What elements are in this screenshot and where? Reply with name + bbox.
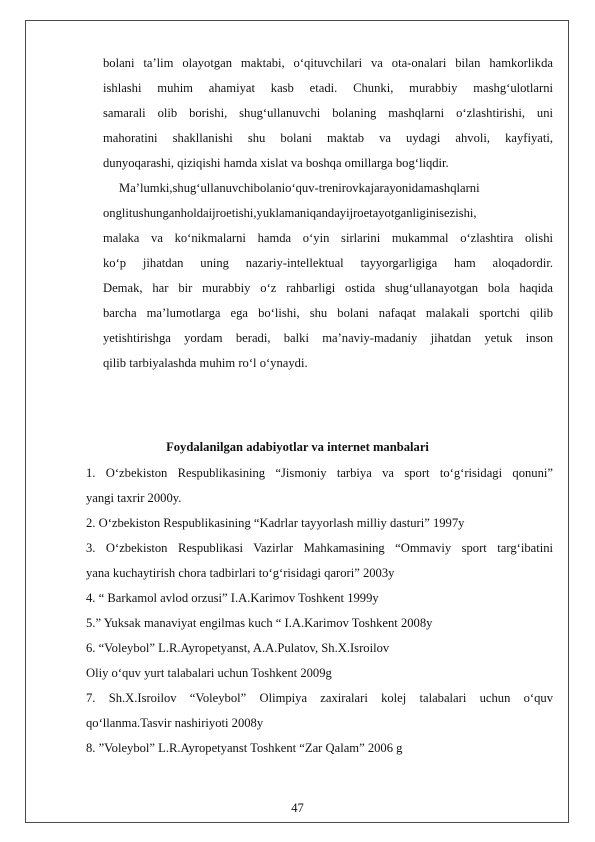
references-heading: Foydalanilgan adabiyotlar va internet manbalari — [166, 440, 429, 454]
body-text-line: dunyoqarashi, qiziqishi hamda xislat va boshqa omillarga bog‘liqdir. — [103, 156, 449, 170]
body-text-line: Ma’lumki,shug‘ullanuvchibolanio‘quv-trenirovkajarayonidamashqlarni — [119, 181, 480, 195]
body-text-line: qilib tarbiyalashda muhim ro‘l o‘ynaydi. — [103, 356, 308, 370]
body-text-line: yetishtirishga yordam beradi, balki ma’naviy-madaniy jihatdan yetuk inson — [103, 331, 553, 345]
reference-item: yana kuchaytirish chora tadbirlari to‘g‘risidagi qarori” 2003y — [86, 566, 395, 580]
reference-item: 1. O‘zbekiston Respublikasining “Jismoniy tarbiya va sport to‘g‘risidagi qonuni” — [86, 466, 553, 480]
reference-item: 8. ”Voleybol” L.R.Ayropetyanst Toshkent “Zar Qalam” 2006 g — [86, 741, 403, 755]
reference-item: 3. O‘zbekiston Respublikasi Vazirlar Mahkamasining “Ommaviy sport targ‘ibatini — [86, 541, 553, 555]
reference-item: Oliy o‘quv yurt talabalari uchun Toshkent 2009g — [86, 666, 332, 680]
body-text-line: onglitushunganholdaijroetishi,yuklamaniqandayijroetayotganliginisezishi, — [103, 206, 477, 220]
reference-item: 5.” Yuksak manaviyat engilmas kuch “ I.A.Karimov Toshkent 2008y — [86, 616, 433, 630]
body-text-line: Demak, har bir murabbiy o‘z rahbarligi ostida shug‘ullanayotgan bola haqida — [103, 281, 553, 295]
body-text-line: samarali olib borishi, shug‘ullanuvchi bolaning mashqlarni o‘zlashtirishi, uni — [103, 106, 553, 120]
reference-item: qo‘llanma.Tasvir nashiriyoti 2008y — [86, 716, 264, 730]
body-text-line: barcha ma’lumotlarga ega bo‘lishi, shu bolani nafaqat malakali sportchi qilib — [103, 306, 553, 320]
reference-item: yangi taxrir 2000y. — [86, 491, 182, 505]
body-text-line: bolani ta’lim olayotgan maktabi, o‘qituvchilari va ota-onalari bilan hamkorlikda — [103, 56, 553, 70]
reference-item: 7. Sh.X.Isroilov “Voleybol” Olimpiya zaxiralari kolej talabalari uchun o‘quv — [86, 691, 553, 705]
body-text-line: ko‘p jihatdan uning nazariy-intellektual tayyorgarligiga ham aloqadordir. — [103, 256, 553, 270]
reference-item: 4. “ Barkamol avlod orzusi” I.A.Karimov Toshkent 1999y — [86, 591, 379, 605]
reference-item: 6. “Voleybol” L.R.Ayropetyanst, A.A.Pulatov, Sh.X.Isroilov — [86, 641, 390, 655]
body-text-line: mahoratini shakllanishi shu bolani maktab va uydagi ahvoli, kayfiyati, — [103, 131, 553, 145]
page-number: 47 — [291, 801, 304, 815]
body-text-line: ishlashi muhim ahamiyat kasb etadi. Chunki, murabbiy mashg‘ulotlarni — [103, 81, 553, 95]
body-text-line: malaka va ko‘nikmalarni hamda o‘yin sirlarini mukammal o‘zlashtira olishi — [103, 231, 553, 245]
reference-item: 2. O‘zbekiston Respublikasining “Kadrlar tayyorlash milliy dasturi” 1997y — [86, 516, 465, 530]
